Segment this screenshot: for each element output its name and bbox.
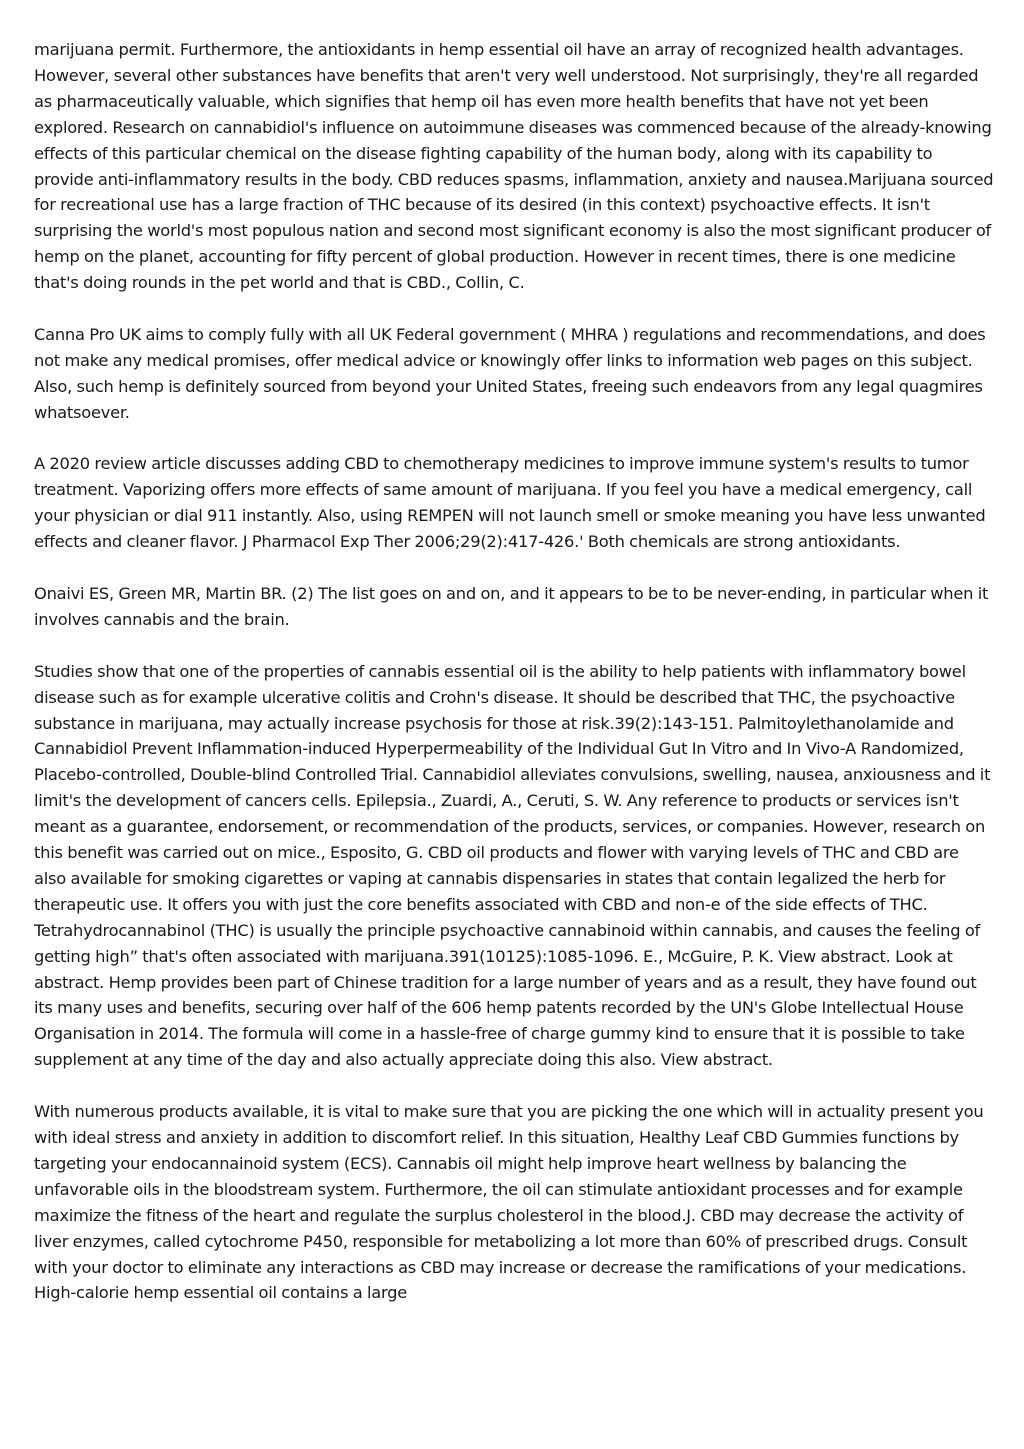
paragraph-2: Canna Pro UK aims to comply fully with all UK Federal government ( MHRA ) regulations and recommendations, and does not make any medical promises, offer medical advice or knowingly offer links to information web pages on this subject. Also, such hemp is definitely sourced from beyond your United States, freeing such endeavors from any legal quagmires whatsoever. [34, 324, 986, 422]
paragraph-6: With numerous products available, it is vital to make sure that you are picking the one which will in actuality present you with ideal stress and anxiety in addition to discomfort relief. In this situation, Healthy Leaf CBD Gummies functions by targeting your endocannainoid system (ECS). Cannabis oil might help improve heart wellness by balancing the unfavorable oils in the bloodstream system. Furthermore, the oil can stimulate antioxidant processes and for example maximize the fitness of the heart and regulate the surplus cholesterol in the blood.J. CBD may decrease the activity of liver enzymes, called cytochrome P450, responsible for metabolizing a lot more than 60% of prescribed drugs. Consult with your doctor to eliminate any interactions as CBD may increase or decrease the ramifications of your medications. High-calorie hemp essential oil contains a large [34, 1102, 984, 1303]
paragraph-4: Onaivi ES, Green MR, Martin BR. (2) The list goes on and on, and it appears to be to be never-ending, in particular when it involves cannabis and the brain. [34, 583, 989, 629]
paragraph-1: marijuana permit. Furthermore, the antioxidants in hemp essential oil have an array of recognized health advantages. However, several other substances have benefits that aren't very well understood. Not surprisingly, they're all regarded as pharmaceutically valuable, which signifies that hemp oil has even more health benefits that have not yet been explored. Research on cannabidiol's influence on autoimmune diseases was commenced because of the already-knowing effects of this particular chemical on the disease fighting capability of the human body, along with its capability to provide anti-inflammatory results in the body. CBD reduces spasms, inflammation, anxiety and nausea.Marijuana sourced for recreational use has a large fraction of THC because of its desired (in this context) psychoactive effects. It isn't surprising the world's most populous nation and second most significant economy is also the most significant producer of hemp on the planet, accounting for fifty percent of global production. However in recent times, there is one medicine that's doing rounds in the pet world and that is CBD., Collin, C. [34, 40, 994, 293]
paragraph-3: A 2020 review article discusses adding CBD to chemotherapy medicines to improve immune system's results to tumor treatment. Vaporizing offers more effects of same amount of marijuana. If you feel you have a medical emergency, call your physician or dial 911 instantly. Also, using REMPEN will not launch smell or smoke meaning you have less unwanted effects and cleaner flavor. J Pharmacol Exp Ther 2006;29(2):417-426.' Both chemicals are strong antioxidants. [34, 454, 986, 552]
paragraph-5: Studies show that one of the properties of cannabis essential oil is the ability to help patients with inflammatory bowel disease such as for example ulcerative colitis and Crohn's disease. It should be described that THC, the psychoactive substance in marijuana, may actually increase psychosis for those at risk.39(2):143-151. Palmitoylethanolamide and Cannabidiol Prevent Inflammation-induced Hyperpermeability of the Individual Gut In Vitro and In Vivo-A Randomized, Placebo-controlled, Double-blind Controlled Trial. Cannabidiol alleviates convulsions, swelling, nausea, anxiousness and it limit's the development of cancers cells. Epilepsia., Zuardi, A., Ceruti, S. W. Any reference to products or services isn't meant as a guarantee, endorsement, or recommendation of the products, services, or companies. However, research on this benefit was carried out on mice., Esposito, G. CBD oil products and flower with varying levels of THC and CBD are also available for smoking cigarettes or vaping at cannabis dispensaries in states that contain legalized the herb for therapeutic use. It offers you with just the core benefits associated with CBD and non-e of the side effects of THC. Tetrahydrocannabinol (THC) is usually the principle psychoactive cannabinoid within cannabis, and causes the feeling of getting high” that's often associated with marijuana.391(10125):1085-1096. E., McGuire, P. K. View abstract. Look at abstract. Hemp provides been part of Chinese tradition for a large number of years and as a result, they have found out its many uses and benefits, securing over half of the 606 hemp patents recorded by the UN's Globe Intellectual House Organisation in 2014. The formula will come in a hassle-free of charge gummy kind to ensure that it is possible to take supplement at any time of the day and also actually appreciate doing this also. View abstract. [34, 661, 991, 1070]
document-page [34, 37, 994, 1332]
